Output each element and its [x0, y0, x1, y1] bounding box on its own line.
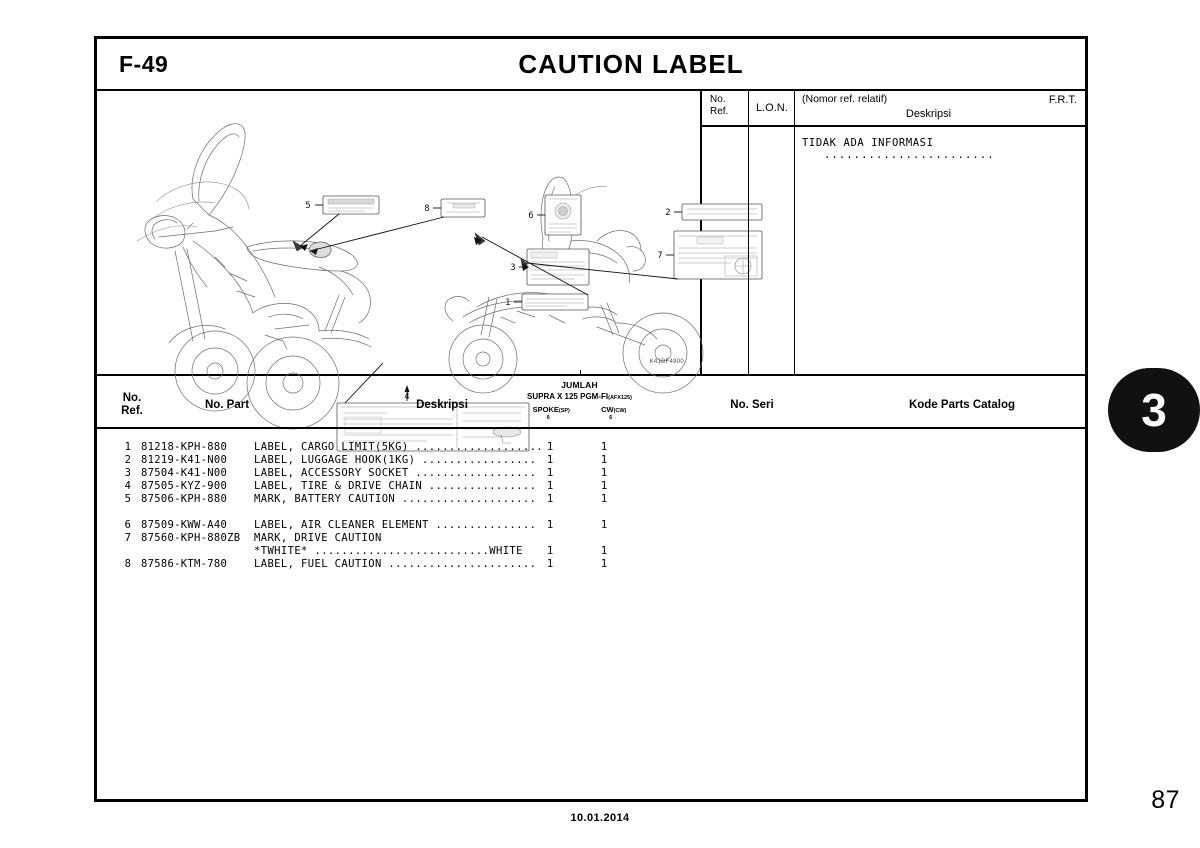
description-table-header: [702, 91, 1085, 127]
parts-row-qty-spoke: 1: [546, 467, 554, 479]
table-row: [97, 480, 1085, 493]
parts-row-no-part: 81219-K41-N00: [141, 454, 228, 466]
section-tab-marker: 3: [1108, 368, 1200, 452]
parts-header-tick: [580, 370, 581, 376]
parts-row-qty-spoke: 1: [546, 545, 554, 557]
no-information-row: [802, 137, 1085, 161]
description-table: [702, 91, 1085, 374]
parts-row-description: LABEL, ACCESSORY SOCKET ..................: [254, 467, 537, 479]
svg-text:6: 6: [528, 211, 534, 221]
parts-row-no-part: 87560-KPH-880ZB: [141, 532, 241, 544]
parts-row-no-part: 87506-KPH-880: [141, 493, 228, 505]
jumlah-subcolumn-numbers: [517, 415, 642, 421]
desc-col-no-ref: No. Ref.: [710, 94, 729, 117]
jumlah-subcolumns: [517, 405, 642, 414]
footer-date: 10.01.2014: [570, 812, 630, 824]
table-row: [97, 493, 1085, 506]
svg-text:4: 4: [404, 392, 410, 402]
parts-row-qty-cw: 1: [600, 480, 608, 492]
desc-col-nomor-ref-relatif: (Nomor ref. relatif): [802, 93, 888, 105]
parts-row-no-ref: 4: [124, 480, 131, 492]
no-information-text: TIDAK ADA INFORMASI: [802, 137, 934, 149]
parts-row-qty-cw: 1: [600, 467, 608, 479]
parts-row-qty-spoke: 1: [546, 558, 554, 570]
parts-row-description: LABEL, LUGGAGE HOOK(1KG) .................: [254, 454, 537, 466]
parts-row-description: LABEL, TIRE & DRIVE CHAIN ................: [254, 480, 537, 492]
parts-row-qty-spoke: 1: [546, 480, 554, 492]
parts-row-no-part: 87505-KYZ-900: [141, 480, 228, 492]
table-row: [97, 519, 1085, 532]
parts-row-qty-spoke: 1: [546, 441, 554, 453]
parts-row-qty-cw: 1: [600, 558, 608, 570]
parts-row-qty-cw: 1: [600, 441, 608, 453]
parts-row-description: MARK, BATTERY CAUTION ....................: [254, 493, 537, 505]
parts-row-no-part: 81218-KPH-880: [141, 441, 228, 453]
no-information-dots: .......................: [824, 149, 995, 161]
parts-table-header: [97, 376, 1085, 429]
svg-text:1: 1: [505, 298, 511, 308]
parts-col-deskripsi: Deskripsi: [416, 399, 468, 411]
jumlah-cw-num: 6: [609, 415, 613, 421]
desc-col-deskripsi: Deskripsi: [905, 108, 952, 120]
svg-text:2: 2: [665, 208, 671, 218]
desc-body-divider-1: [748, 127, 749, 374]
table-row: [97, 441, 1085, 454]
svg-text:8: 8: [424, 204, 430, 214]
jumlah-model: SUPRA X 125 PGM-FI(AFX125): [527, 392, 632, 401]
table-row: [97, 532, 1085, 545]
parts-row-no-ref: 2: [124, 454, 131, 466]
parts-row-qty-cw: 1: [600, 545, 608, 557]
table-row: [97, 454, 1085, 467]
parts-col-no-part: No. Part: [204, 399, 250, 411]
parts-row-no-part: 87504-K41-N00: [141, 467, 228, 479]
parts-row-description: LABEL, CARGO LIMIT(5KG) ...................: [254, 441, 544, 453]
parts-row-qty-spoke: 1: [546, 493, 554, 505]
drawing-reference-code: K41BF4900: [649, 359, 684, 365]
desc-body-divider-2: [794, 127, 795, 374]
parts-col-kode-parts-catalog: Kode Parts Catalog: [908, 399, 1016, 411]
parts-row-spacer: [97, 506, 1085, 519]
parts-row-no-part: 87509-KWW-A40: [141, 519, 228, 531]
jumlah-cw: CW(CW): [601, 405, 627, 414]
desc-col-lon: L.O.N.: [756, 102, 788, 114]
parts-row-qty-cw: 1: [600, 454, 608, 466]
figure-code: F-49: [119, 51, 169, 77]
parts-col-no-ref: No. Ref.: [121, 392, 143, 417]
catalog-page-frame: [94, 36, 1088, 802]
parts-row-description: LABEL, FUEL CAUTION ......................: [254, 558, 537, 570]
desc-col-frt: F.R.T.: [1048, 94, 1077, 106]
parts-row-description: *TWHITE* ..........................WHITE: [254, 545, 523, 557]
parts-row-no-ref: 6: [124, 519, 131, 531]
parts-row-no-ref: 8: [124, 558, 131, 570]
table-row: [97, 467, 1085, 480]
description-table-body: [702, 127, 1085, 374]
parts-row-description: MARK, DRIVE CAUTION: [254, 532, 382, 544]
table-row: [97, 545, 1085, 558]
parts-row-qty-cw: 1: [600, 519, 608, 531]
page-number: 87: [1151, 786, 1180, 814]
parts-row-description: LABEL, AIR CLEANER ELEMENT ...............: [254, 519, 537, 531]
jumlah-spoke-num: 6: [546, 415, 550, 421]
table-row: [97, 558, 1085, 571]
parts-row-qty-spoke: 1: [546, 519, 554, 531]
svg-text:7: 7: [657, 251, 663, 261]
parts-row-no-ref: 5: [124, 493, 131, 505]
jumlah-spoke: SPOKE(SP): [532, 405, 570, 414]
parts-row-qty-cw: 1: [600, 493, 608, 505]
page-title: CAUTION LABEL: [518, 49, 744, 79]
title-bar: [97, 39, 1085, 91]
jumlah-title: JUMLAH: [561, 380, 598, 390]
svg-text:5: 5: [305, 201, 311, 211]
parts-col-no-seri: No. Seri: [730, 399, 774, 411]
parts-row-no-ref: 7: [124, 532, 131, 544]
parts-table-body: [97, 429, 1085, 799]
parts-row-no-ref: 1: [124, 441, 131, 453]
parts-row-qty-spoke: 1: [546, 454, 554, 466]
parts-row-no-part: 87586-KTM-780: [141, 558, 228, 570]
svg-text:3: 3: [510, 263, 516, 273]
parts-row-no-ref: 3: [124, 467, 131, 479]
parts-col-jumlah: [517, 380, 642, 421]
